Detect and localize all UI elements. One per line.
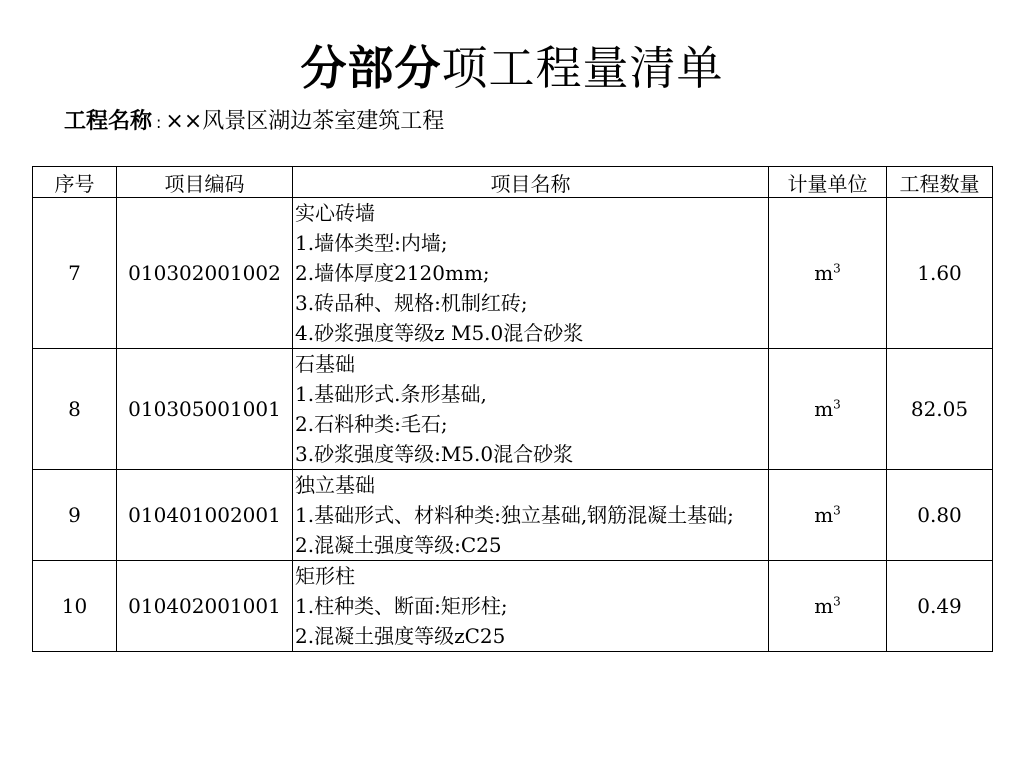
page-title (0, 38, 1024, 98)
unit-base: m (814, 397, 834, 421)
page-title-bold: 分部分 (300, 41, 442, 95)
cell-unit (769, 561, 887, 652)
unit-exponent: 3 (833, 397, 841, 412)
item-name-spec-line: 4.砂浆强度等级z M5.0混合砂浆 (295, 321, 584, 345)
cell-qty: 82.05 (887, 349, 993, 470)
table-row (33, 470, 993, 561)
item-name-spec-line: 3.砖品种、规格:机制红砖; (295, 291, 528, 315)
item-name-spec-line: 1.基础形式、材料种类:独立基础,钢筋混凝土基础; (295, 503, 734, 527)
unit-base: m (814, 503, 834, 527)
item-name-title: 实心砖墙 (295, 201, 375, 225)
unit-exponent: 3 (833, 503, 841, 518)
cell-qty: 1.60 (887, 198, 993, 349)
cell-seq: 10 (33, 561, 117, 652)
cell-item-name (293, 198, 769, 349)
item-name-title: 石基础 (295, 352, 355, 376)
cell-seq: 8 (33, 349, 117, 470)
project-name-label: 工程名称 (64, 109, 153, 134)
item-name-spec-line: 1.柱种类、断面:矩形柱; (295, 594, 508, 618)
cell-code: 010402001001 (117, 561, 293, 652)
table-body (33, 198, 993, 652)
item-name-spec-line: 1.基础形式.条形基础, (295, 382, 487, 406)
project-name-value: ××风景区湖边茶室建筑工程 (165, 109, 445, 134)
cell-code: 010302001002 (117, 198, 293, 349)
table-header-row (33, 167, 993, 198)
item-name-title: 独立基础 (295, 473, 375, 497)
cell-seq: 9 (33, 470, 117, 561)
item-name-spec-line: 2.混凝土强度等级zC25 (295, 624, 506, 648)
header-name: 项目名称 (293, 167, 769, 198)
item-name-title: 矩形柱 (295, 564, 355, 588)
table-row (33, 561, 993, 652)
cell-item-name (293, 349, 769, 470)
page-title-rest: 项工程量清单 (441, 41, 724, 95)
cell-unit (769, 470, 887, 561)
cell-item-name (293, 561, 769, 652)
table-row (33, 349, 993, 470)
cell-code: 010305001001 (117, 349, 293, 470)
unit-exponent: 3 (833, 261, 841, 276)
header-qty: 工程数量 (887, 167, 993, 198)
unit-exponent: 3 (833, 594, 841, 609)
header-unit: 计量单位 (769, 167, 887, 198)
item-name-spec-line: 2.墙体厚度2120mm; (295, 261, 490, 285)
item-name-spec-line: 2.石料种类:毛石; (295, 412, 448, 436)
cell-seq: 7 (33, 198, 117, 349)
unit-base: m (814, 594, 834, 618)
item-name-spec-line: 2.混凝土强度等级:C25 (295, 533, 502, 557)
bill-of-quantities-table (32, 166, 993, 652)
header-code: 项目编码 (117, 167, 293, 198)
table-row (33, 198, 993, 349)
project-name-line (64, 106, 444, 139)
item-name-spec-line: 3.砂浆强度等级:M5.0混合砂浆 (295, 442, 574, 466)
header-seq: 序号 (33, 167, 117, 198)
cell-item-name (293, 470, 769, 561)
project-name-separator: : (156, 113, 162, 132)
cell-unit (769, 349, 887, 470)
cell-unit (769, 198, 887, 349)
cell-code: 010401002001 (117, 470, 293, 561)
cell-qty: 0.49 (887, 561, 993, 652)
item-name-spec-line: 1.墙体类型:内墙; (295, 231, 448, 255)
unit-base: m (814, 261, 834, 285)
cell-qty: 0.80 (887, 470, 993, 561)
